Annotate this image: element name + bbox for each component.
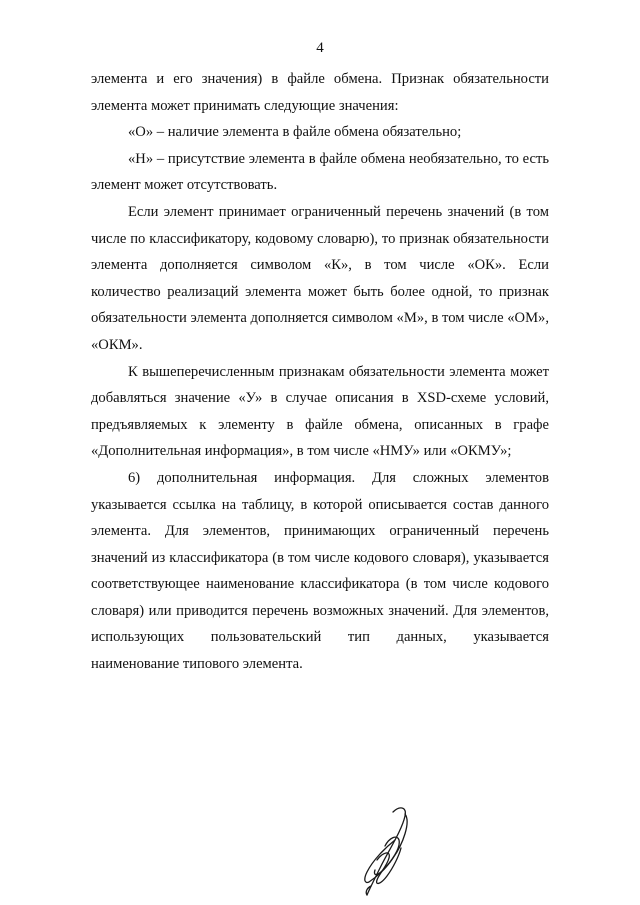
paragraph-additional-info: 6) дополнительная информация. Для сложных элементов указывается ссылка на таблицу, в которой описывается состав данного элемента. Для элементов, принимающих ограниченный перечень значений из классификатора (в том числе кодового словаря), указывается соответствующее наименование классификатора (в том числе кодового словаря) или приводится перечень возможных значений. Для элементов, использующих пользовательский тип данных, указывается наименование типового элемента. xyxy=(91,469,549,673)
handwritten-signature-icon xyxy=(355,800,425,900)
document-body xyxy=(91,66,549,678)
paragraph-limited-values: Если элемент принимает ограниченный перечень значений (в том числе по классификатору, кодовому словарю), то признак обязательности элемента дополняется символом «К», в том числе «ОК». Если количество реализаций элемента может быть более одной, то признак обязательности элемента дополняется символом «М», в том числе «ОМ», «ОКМ». xyxy=(91,203,549,353)
paragraph-continuation: элемента и его значения) в файле обмена. Признак обязательности элемента может принимать следующие значения: xyxy=(91,71,549,114)
page-number: 4 xyxy=(316,40,324,56)
paragraph-value-n: «Н» – присутствие элемента в файле обмена необязательно, то есть элемент может отсутствовать. xyxy=(91,150,549,194)
paragraph-value-u: К вышеперечисленным признакам обязательности элемента может добавляться значение «У» в случае описания в XSD-схеме условий, предъявляемых к элементу в файле обмена, описанных в графе «Дополнительная информация», в том числе «НМУ» или «ОКМУ»; xyxy=(91,363,549,460)
paragraph-value-o: «О» – наличие элемента в файле обмена обязательно; xyxy=(128,124,462,141)
